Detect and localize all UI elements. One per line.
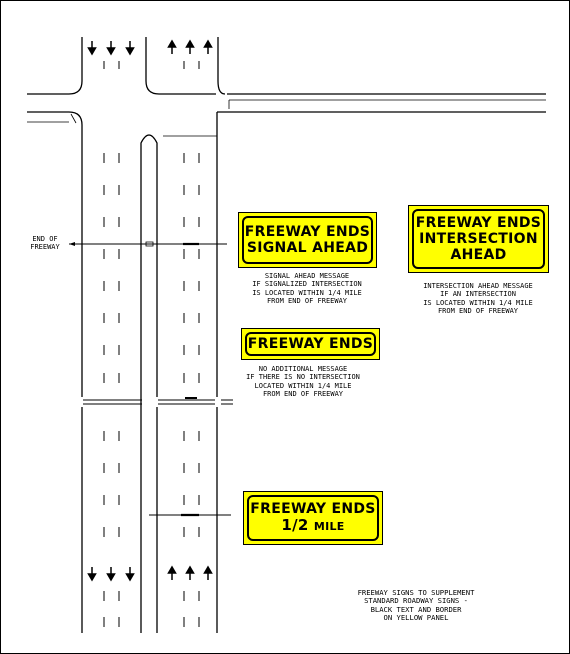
- arrow-down-icon: [127, 41, 134, 54]
- note-general: [341, 589, 491, 623]
- lane-stripes: [104, 61, 199, 627]
- sign-freeway-ends-half-mile: [243, 491, 383, 545]
- note-line: IS LOCATED WITHIN 1/4 MILE: [423, 298, 533, 307]
- curb-upper-left: [27, 37, 82, 94]
- sign-line: FREEWAY ENDS: [244, 223, 371, 240]
- sign-freeway-ends-intersection-ahead: [408, 205, 549, 273]
- arrow-down-icon: [127, 567, 134, 580]
- sign-line: FREEWAY ENDS: [250, 501, 376, 518]
- end-of-freeway-label-line: END OF: [32, 235, 58, 243]
- arrow-up-icon: [169, 41, 176, 54]
- note-line: ON YELLOW PANEL: [383, 613, 449, 623]
- sign-unit: MILE: [313, 520, 345, 534]
- road-plan: [1, 1, 569, 653]
- end-of-freeway-label: [23, 235, 67, 252]
- note-line: FROM END OF FREEWAY: [262, 390, 344, 399]
- arrow-up-icon: [205, 41, 212, 54]
- arrow-up-icon: [205, 567, 212, 580]
- note-line: BLACK TEXT AND BORDER: [370, 604, 462, 614]
- curb-left: [27, 112, 82, 633]
- note-signal-ahead: [237, 272, 377, 306]
- sign-line: AHEAD: [450, 247, 507, 264]
- note-line: FREEWAY SIGNS TO SUPPLEMENT: [357, 588, 475, 597]
- note-no-intersection: [233, 365, 373, 399]
- sign-freeway-ends-signal-ahead: [238, 212, 377, 268]
- sign-line: FREEWAY ENDS: [415, 214, 542, 231]
- note-line: INTERSECTION AHEAD MESSAGE: [423, 282, 533, 290]
- sign-freeway-ends: [241, 328, 380, 360]
- arrow-down-icon: [89, 41, 96, 54]
- end-of-freeway-label-line: FREEWAY: [30, 243, 60, 252]
- note-line: IF THERE IS NO INTERSECTION: [246, 373, 360, 382]
- sign-line: FREEWAY ENDS: [247, 335, 374, 352]
- note-line: FROM END OF FREEWAY: [266, 297, 348, 306]
- note-line: STANDARD ROADWAY SIGNS -: [364, 596, 468, 606]
- sign-line: [281, 517, 344, 534]
- curb-upper-right-turn: [218, 37, 225, 94]
- arrow-up-icon: [169, 567, 176, 580]
- note-line: LOCATED WITHIN 1/4 MILE: [254, 381, 352, 390]
- arrow-down-icon: [89, 567, 96, 580]
- sign-line: INTERSECTION: [419, 230, 538, 247]
- note-line: IF AN INTERSECTION: [440, 290, 516, 299]
- arrow-down-icon: [108, 567, 115, 580]
- note-line: IS LOCATED WITHIN 1/4 MILE: [252, 288, 362, 297]
- arrow-up-icon: [187, 567, 194, 580]
- median: [141, 135, 157, 633]
- note-intersection-ahead: [407, 282, 549, 316]
- note-line: IF SIGNALIZED INTERSECTION: [252, 280, 362, 289]
- sign-line: SIGNAL AHEAD: [246, 240, 369, 256]
- arrow-down-icon: [108, 41, 115, 54]
- note-line: NO ADDITIONAL MESSAGE: [258, 365, 348, 373]
- arrow-up-icon: [187, 41, 194, 54]
- note-line: SIGNAL AHEAD MESSAGE: [264, 272, 350, 280]
- sign-fraction: 1/2: [281, 516, 309, 535]
- note-line: FROM END OF FREEWAY: [437, 307, 519, 316]
